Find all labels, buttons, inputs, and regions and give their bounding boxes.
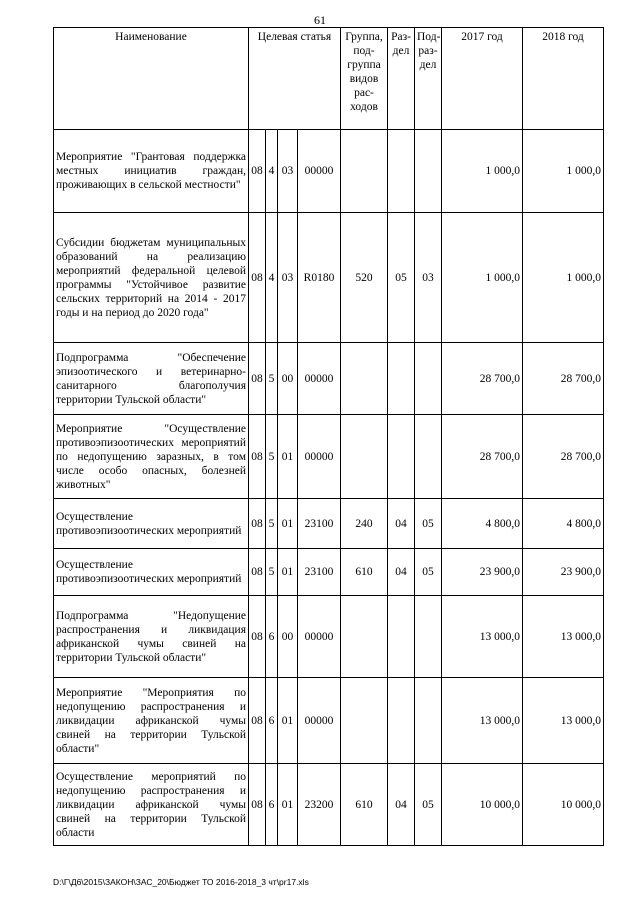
target-event: 01 <box>278 764 298 846</box>
section: 04 <box>388 764 415 846</box>
page-number: 61 <box>314 13 326 27</box>
target-program: 08 <box>249 549 266 596</box>
target-direction: 23100 <box>298 549 341 596</box>
subsection <box>415 343 442 415</box>
subsection <box>415 130 442 213</box>
subsection <box>415 415 442 499</box>
amount-2018: 28 700,0 <box>523 343 604 415</box>
expense-group: 240 <box>341 499 388 549</box>
target-subprogram: 5 <box>266 499 278 549</box>
target-program: 08 <box>249 596 266 678</box>
amount-2017: 28 700,0 <box>442 415 523 499</box>
section: 04 <box>388 549 415 596</box>
section <box>388 130 415 213</box>
target-subprogram: 5 <box>266 549 278 596</box>
target-direction: 00000 <box>298 596 341 678</box>
target-direction: 23100 <box>298 499 341 549</box>
header-target-article: Целевая статья <box>249 28 341 130</box>
subsection <box>415 678 442 764</box>
header-year-2017: 2017 год <box>442 28 523 130</box>
row-name: Подпрограмма "Обеспечение эпизоотического и ветеринарно-санитарного благополучия территории Тульской области" <box>54 343 249 415</box>
target-direction: 00000 <box>298 678 341 764</box>
expense-group <box>341 596 388 678</box>
section <box>388 678 415 764</box>
header-name: Наименование <box>54 28 249 130</box>
amount-2017: 13 000,0 <box>442 678 523 764</box>
amount-2018: 28 700,0 <box>523 415 604 499</box>
target-event: 01 <box>278 499 298 549</box>
table-row <box>54 764 604 846</box>
subsection: 05 <box>415 499 442 549</box>
row-name: Мероприятие "Грантовая поддержка местных инициатив граждан, проживающих в сельской местности" <box>54 130 249 213</box>
expense-group <box>341 343 388 415</box>
amount-2018: 1 000,0 <box>523 130 604 213</box>
target-direction: R0180 <box>298 213 341 343</box>
target-event: 00 <box>278 343 298 415</box>
header-year-2018: 2018 год <box>523 28 604 130</box>
amount-2018: 13 000,0 <box>523 596 604 678</box>
target-subprogram: 5 <box>266 415 278 499</box>
expense-group <box>341 678 388 764</box>
target-direction: 23200 <box>298 764 341 846</box>
expense-group <box>341 415 388 499</box>
table-row <box>54 343 604 415</box>
target-event: 01 <box>278 678 298 764</box>
row-name: Субсидии бюджетам муниципальных образований на реализацию мероприятий федеральной целевой программы "Устойчивое развитие сельских территорий на 2014 - 2017 годы и на период до 2020 года" <box>54 213 249 343</box>
amount-2018: 4 800,0 <box>523 499 604 549</box>
amount-2017: 4 800,0 <box>442 499 523 549</box>
row-name: Мероприятие "Осуществление противоэпизоотических мероприятий по недопущению заразных, в том числе особо опасных, болезней животных" <box>54 415 249 499</box>
target-direction: 00000 <box>298 130 341 213</box>
row-name: Осуществление противоэпизоотических мероприятий <box>54 549 249 596</box>
budget-table <box>53 27 604 846</box>
subsection: 03 <box>415 213 442 343</box>
target-program: 08 <box>249 415 266 499</box>
section <box>388 596 415 678</box>
table-row <box>54 596 604 678</box>
header-row <box>54 28 604 130</box>
amount-2018: 23 900,0 <box>523 549 604 596</box>
row-name: Подпрограмма "Недопущение распространения и ликвидация африканской чумы свиней на территории Тульской области" <box>54 596 249 678</box>
table-row <box>54 678 604 764</box>
section: 04 <box>388 499 415 549</box>
table-row <box>54 499 604 549</box>
row-name: Осуществление мероприятий по недопущению распространения и ликвидации африканской чумы свиней на территории Тульской области <box>54 764 249 846</box>
amount-2018: 13 000,0 <box>523 678 604 764</box>
target-event: 01 <box>278 549 298 596</box>
target-program: 08 <box>249 213 266 343</box>
subsection: 05 <box>415 764 442 846</box>
target-subprogram: 4 <box>266 213 278 343</box>
table-row <box>54 213 604 343</box>
target-program: 08 <box>249 499 266 549</box>
section <box>388 343 415 415</box>
file-path-footer: D:\Г\Д6\2015\ЗАКОН\ЗАС_20\Бюджет ТО 2016-2018_3 чт\pr17.xls <box>53 877 309 887</box>
subsection: 05 <box>415 549 442 596</box>
expense-group: 610 <box>341 549 388 596</box>
header-section: Раз- дел <box>388 28 415 130</box>
table-row <box>54 415 604 499</box>
expense-group: 520 <box>341 213 388 343</box>
target-event: 03 <box>278 213 298 343</box>
expense-group: 610 <box>341 764 388 846</box>
amount-2017: 10 000,0 <box>442 764 523 846</box>
amount-2017: 23 900,0 <box>442 549 523 596</box>
amount-2017: 28 700,0 <box>442 343 523 415</box>
target-direction: 00000 <box>298 343 341 415</box>
row-name: Мероприятие "Мероприятия по недопущению распространения и ликвидации африканской чумы свиней на территории Тульской области" <box>54 678 249 764</box>
target-program: 08 <box>249 130 266 213</box>
target-event: 00 <box>278 596 298 678</box>
amount-2018: 10 000,0 <box>523 764 604 846</box>
target-subprogram: 4 <box>266 130 278 213</box>
header-subsection: Под- раз- дел <box>415 28 442 130</box>
expense-group <box>341 130 388 213</box>
target-program: 08 <box>249 678 266 764</box>
target-subprogram: 6 <box>266 678 278 764</box>
target-subprogram: 6 <box>266 596 278 678</box>
target-direction: 00000 <box>298 415 341 499</box>
subsection <box>415 596 442 678</box>
amount-2017: 1 000,0 <box>442 213 523 343</box>
target-event: 01 <box>278 415 298 499</box>
target-event: 03 <box>278 130 298 213</box>
target-program: 08 <box>249 343 266 415</box>
amount-2017: 1 000,0 <box>442 130 523 213</box>
section: 05 <box>388 213 415 343</box>
header-expense-group: Группа, под- группа видов рас- ходов <box>341 28 388 130</box>
target-subprogram: 6 <box>266 764 278 846</box>
amount-2018: 1 000,0 <box>523 213 604 343</box>
table-row <box>54 130 604 213</box>
target-program: 08 <box>249 764 266 846</box>
target-subprogram: 5 <box>266 343 278 415</box>
row-name: Осуществление противоэпизоотических мероприятий <box>54 499 249 549</box>
table-row <box>54 549 604 596</box>
amount-2017: 13 000,0 <box>442 596 523 678</box>
section <box>388 415 415 499</box>
